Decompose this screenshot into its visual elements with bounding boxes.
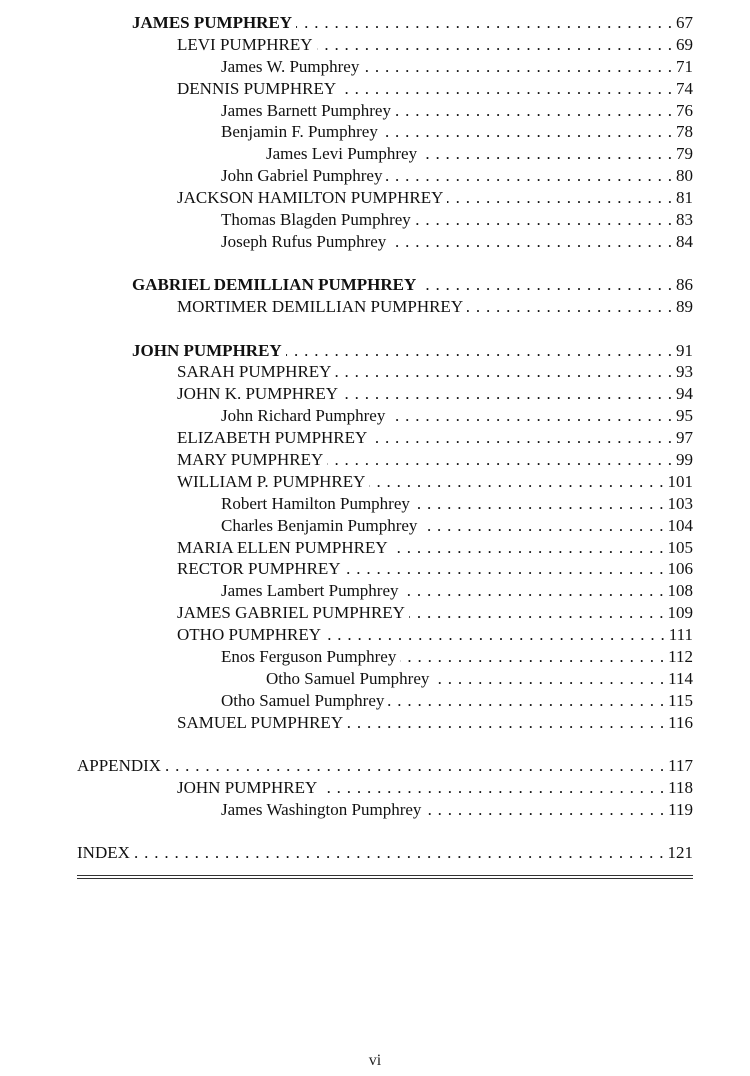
dot-leader xyxy=(371,427,672,449)
toc-entry-title: John Gabriel Pumphrey xyxy=(221,166,383,186)
toc-entry-title: James W. Pumphrey xyxy=(221,56,360,76)
toc-entry xyxy=(221,231,693,253)
toc-row xyxy=(0,427,750,449)
toc-entry xyxy=(177,361,693,383)
toc-entry xyxy=(221,799,693,821)
dot-leader xyxy=(447,187,672,209)
toc-entry-page-number: 103 xyxy=(667,493,693,513)
toc-entry xyxy=(221,580,693,602)
toc-entry-title: GABRIEL DEMILLIAN PUMPHREY xyxy=(132,275,417,295)
toc-row xyxy=(0,12,750,34)
dot-leader xyxy=(296,12,672,34)
toc-entry-page-number: 84 xyxy=(676,231,693,251)
dot-leader xyxy=(321,777,664,799)
dot-leader xyxy=(421,515,663,537)
toc-row xyxy=(0,624,750,646)
toc-entry-page-number: 93 xyxy=(676,362,693,382)
toc-entry xyxy=(177,777,693,799)
toc-entry-page-number: 97 xyxy=(676,428,693,448)
toc-entry xyxy=(132,274,693,296)
toc-row xyxy=(0,78,750,100)
dot-leader xyxy=(382,121,672,143)
toc-entry-title: INDEX xyxy=(77,843,130,863)
toc-entry-title: James Barnett Pumphrey xyxy=(221,100,391,120)
toc-entry xyxy=(221,165,693,187)
toc-entry xyxy=(177,624,693,646)
dot-leader xyxy=(345,558,664,580)
dot-leader xyxy=(347,712,664,734)
toc-entry-page-number: 114 xyxy=(668,668,693,688)
toc-row xyxy=(0,34,750,56)
toc-entry-title: OTHO PUMPHREY xyxy=(177,625,322,645)
toc-entry xyxy=(177,537,693,559)
dot-leader xyxy=(433,668,664,690)
dot-leader xyxy=(403,580,664,602)
toc-entry-page-number: 116 xyxy=(668,712,693,732)
dot-leader xyxy=(388,690,664,712)
toc-entry-title: Joseph Rufus Pumphrey xyxy=(221,231,387,251)
dot-leader xyxy=(420,274,672,296)
toc-entry-page-number: 99 xyxy=(676,450,693,470)
toc-entry xyxy=(177,296,693,318)
toc-entry-page-number: 86 xyxy=(676,275,693,295)
dot-leader xyxy=(317,34,672,56)
toc-entry xyxy=(221,209,693,231)
toc-entry xyxy=(221,493,693,515)
toc-entry-page-number: 95 xyxy=(676,406,693,426)
toc-row xyxy=(0,274,750,296)
toc-entry-title: LEVI PUMPHREY xyxy=(177,34,313,54)
toc-entry-page-number: 69 xyxy=(676,34,693,54)
toc-entry xyxy=(221,121,693,143)
toc-entry-title: JAMES PUMPHREY xyxy=(132,13,293,32)
dot-leader xyxy=(386,165,672,187)
dot-leader xyxy=(342,383,672,405)
toc-row xyxy=(0,100,750,122)
toc-entry-title: James Washington Pumphrey xyxy=(221,799,422,819)
toc-entry-title: DENNIS PUMPHREY xyxy=(177,78,337,98)
toc-entry xyxy=(177,187,693,209)
toc-entry xyxy=(177,558,693,580)
toc-entry xyxy=(221,646,693,668)
toc-entry-page-number: 67 xyxy=(676,13,693,32)
dot-leader xyxy=(335,361,672,383)
toc-entry xyxy=(177,78,693,100)
toc-row xyxy=(0,558,750,580)
toc-entry-title: Robert Hamilton Pumphrey xyxy=(221,493,410,513)
toc-row xyxy=(0,405,750,427)
double-rule-divider xyxy=(77,875,693,879)
toc-entry xyxy=(132,12,693,34)
toc-entry-page-number: 101 xyxy=(667,471,693,491)
toc-entry xyxy=(266,668,693,690)
dot-leader xyxy=(415,209,672,231)
dot-leader xyxy=(395,100,672,122)
toc-row xyxy=(0,471,750,493)
toc-row xyxy=(0,209,750,231)
toc-entry-title: SARAH PUMPHREY xyxy=(177,362,332,382)
toc-row xyxy=(0,56,750,78)
toc-entry-title: APPENDIX xyxy=(77,756,162,776)
dot-leader xyxy=(165,755,664,777)
toc-entry-page-number: 71 xyxy=(676,56,693,76)
toc-row xyxy=(0,143,750,165)
toc-entry xyxy=(177,471,693,493)
toc-row xyxy=(0,515,750,537)
dot-leader xyxy=(325,624,665,646)
dot-leader xyxy=(425,799,664,821)
dot-leader xyxy=(389,405,672,427)
toc-entry-page-number: 79 xyxy=(676,144,693,164)
toc-row xyxy=(0,187,750,209)
toc-entry xyxy=(221,405,693,427)
toc-row xyxy=(0,712,750,734)
toc-entry-page-number: 112 xyxy=(668,647,693,667)
toc-entry-page-number: 105 xyxy=(667,537,693,557)
dot-leader xyxy=(369,471,663,493)
toc-entry-title: JAMES GABRIEL PUMPHREY xyxy=(177,603,405,623)
toc-entry xyxy=(177,383,693,405)
toc-entry xyxy=(266,143,693,165)
page-number: vi xyxy=(368,1052,382,1069)
toc-entry-title: James Lambert Pumphrey xyxy=(221,581,399,601)
toc-entry-page-number: 109 xyxy=(667,603,693,623)
toc-entry-page-number: 104 xyxy=(667,515,693,535)
toc-row xyxy=(0,668,750,690)
toc-entry-page-number: 106 xyxy=(667,559,693,579)
toc-entry xyxy=(177,449,693,471)
toc-entry-title: Otho Samuel Pumphrey xyxy=(266,668,430,688)
toc-entry-title: JOHN PUMPHREY xyxy=(177,778,318,797)
toc-row xyxy=(0,449,750,471)
toc-entry-title: Charles Benjamin Pumphrey xyxy=(221,515,418,535)
toc-entry-page-number: 118 xyxy=(668,778,693,797)
toc-entry-page-number: 108 xyxy=(667,581,693,601)
dot-leader xyxy=(390,231,672,253)
toc-entry xyxy=(177,427,693,449)
toc-row xyxy=(0,646,750,668)
toc-row xyxy=(0,537,750,559)
toc-entry-page-number: 74 xyxy=(676,78,693,98)
toc-row xyxy=(0,361,750,383)
toc-entry-page-number: 76 xyxy=(676,100,693,120)
dot-leader xyxy=(392,537,664,559)
toc-entry-page-number: 115 xyxy=(668,690,693,710)
dot-leader xyxy=(286,340,672,362)
dot-leader xyxy=(400,646,664,668)
toc-entry xyxy=(221,515,693,537)
toc-row xyxy=(0,231,750,253)
toc-entry-page-number: 121 xyxy=(667,843,693,863)
dot-leader xyxy=(340,78,672,100)
dot-leader xyxy=(421,143,672,165)
toc-row xyxy=(0,121,750,143)
toc-entry-page-number: 80 xyxy=(676,166,693,186)
toc-entry-title: Enos Ferguson Pumphrey xyxy=(221,647,397,667)
table-of-contents xyxy=(0,12,750,864)
toc-entry-page-number: 119 xyxy=(668,799,693,819)
toc-row xyxy=(0,755,750,777)
toc-entry-page-number: 91 xyxy=(676,340,693,360)
toc-entry-title: SAMUEL PUMPHREY xyxy=(177,712,344,732)
toc-entry-page-number: 117 xyxy=(668,756,693,776)
toc-entry-title: ELIZABETH PUMPHREY xyxy=(177,428,368,448)
toc-entry-title: MARY PUMPHREY xyxy=(177,450,324,470)
toc-row xyxy=(0,296,750,318)
toc-entry-title: Otho Samuel Pumphrey xyxy=(221,690,385,710)
toc-entry-title: WILLIAM P. PUMPHREY xyxy=(177,471,366,491)
toc-entry xyxy=(77,755,693,777)
toc-row xyxy=(0,580,750,602)
toc-entry xyxy=(177,712,693,734)
dot-leader xyxy=(467,296,672,318)
toc-row xyxy=(0,777,750,799)
toc-entry-title: JACKSON HAMILTON PUMPHREY xyxy=(177,188,444,208)
toc-entry-title: JOHN K. PUMPHREY xyxy=(177,384,339,404)
toc-entry xyxy=(177,34,693,56)
toc-entry-title: Benjamin F. Pumphrey xyxy=(221,122,378,142)
toc-entry-title: MARIA ELLEN PUMPHREY xyxy=(177,537,388,557)
toc-entry xyxy=(132,340,693,362)
toc-entry xyxy=(77,842,693,864)
toc-row xyxy=(0,842,750,864)
toc-entry-page-number: 94 xyxy=(676,384,693,404)
toc-entry xyxy=(221,690,693,712)
dot-leader xyxy=(134,842,664,864)
toc-row xyxy=(0,493,750,515)
toc-entry-title: MORTIMER DEMILLIAN PUMPHREY xyxy=(177,297,464,317)
dot-leader xyxy=(414,493,664,515)
toc-entry-title: RECTOR PUMPHREY xyxy=(177,559,341,579)
toc-entry-title: James Levi Pumphrey xyxy=(266,144,418,164)
toc-entry-page-number: 78 xyxy=(676,122,693,142)
toc-entry-title: JOHN PUMPHREY xyxy=(132,340,282,360)
dot-leader xyxy=(363,56,672,78)
toc-entry xyxy=(177,602,693,624)
toc-entry-page-number: 81 xyxy=(676,188,693,208)
toc-entry-title: John Richard Pumphrey xyxy=(221,406,386,426)
toc-row xyxy=(0,340,750,362)
dot-leader xyxy=(327,449,672,471)
toc-entry-page-number: 83 xyxy=(676,210,693,230)
toc-row xyxy=(0,165,750,187)
toc-row xyxy=(0,602,750,624)
toc-row xyxy=(0,383,750,405)
dot-leader xyxy=(409,602,664,624)
toc-row xyxy=(0,690,750,712)
toc-entry xyxy=(221,56,693,78)
toc-entry-title: Thomas Blagden Pumphrey xyxy=(221,210,411,230)
toc-row xyxy=(0,799,750,821)
toc-entry-page-number: 89 xyxy=(676,297,693,317)
toc-entry-page-number: 111 xyxy=(668,625,693,645)
toc-entry xyxy=(221,100,693,122)
